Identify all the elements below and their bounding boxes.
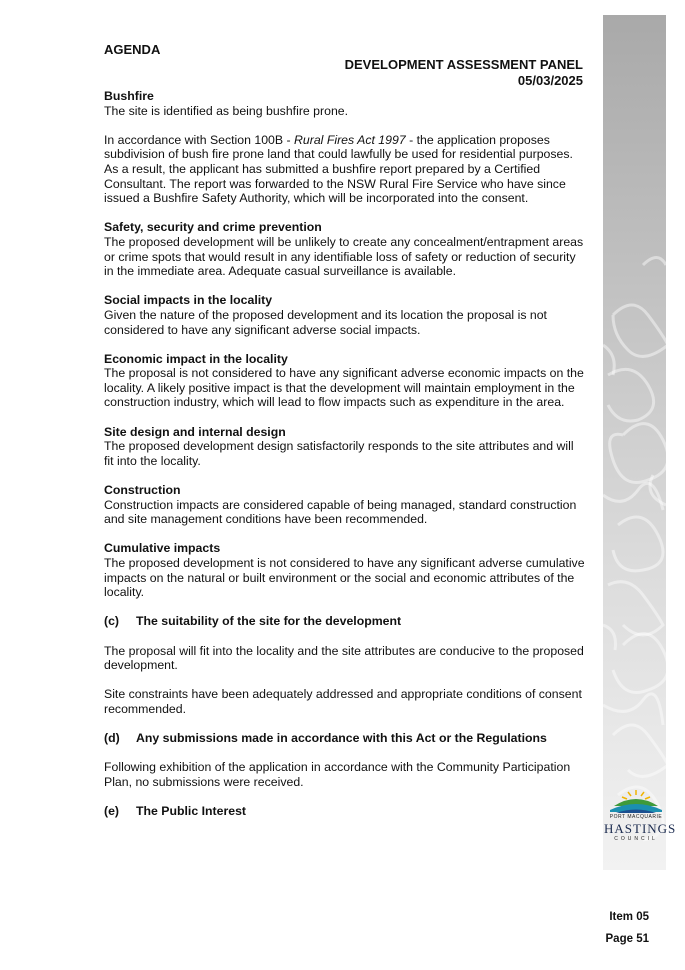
heading-label: (d): [104, 731, 120, 746]
logo-text-council: COUNCIL: [614, 836, 658, 842]
heading-d: [104, 731, 586, 746]
section-safety: [104, 220, 586, 278]
text-run: - the application proposes subdivision of bush fire prone land that could lawfully be used for residential purposes. As a result, the applicant has submitted a bushfire report prepared by a Certified Consultant. The report was forwarded to the NSW Rural Fire Service who have since issued a Bushfire Safety Authority, which will be incorporated into the consent.: [104, 132, 573, 206]
meeting-date: 05/03/2025: [517, 73, 583, 88]
section-heading: Construction: [104, 483, 181, 498]
heading-title: The suitability of the site for the development: [136, 614, 402, 629]
heading-label: (e): [104, 804, 120, 819]
paragraph: The proposed development design satisfactorily responds to the site attributes and will fit into the locality.: [104, 439, 574, 468]
panel-title: DEVELOPMENT ASSESSMENT PANEL: [344, 57, 583, 72]
paragraph: The proposal is not considered to have any significant adverse economic impacts on the locality. A likely positive impact is that the development will maintain employment in the construction industry, which will lead to flow impacts such as expenditure in the area.: [104, 366, 584, 410]
paragraph-bushfire-detail: [104, 133, 586, 206]
heading-e: [104, 804, 586, 819]
section-economic: [104, 352, 586, 410]
item-number: Item 05: [609, 911, 649, 923]
page-number: Page 51: [605, 933, 649, 945]
section-heading: Social impacts in the locality: [104, 293, 273, 308]
section-bushfire: [104, 89, 586, 206]
sun-hills-icon: [606, 788, 666, 814]
paragraph: Construction impacts are considered capable of being managed, standard construction and site management conditions have been recommended.: [104, 497, 577, 527]
section-heading: Site design and internal design: [104, 424, 286, 439]
paragraph: The site is identified as being bushfire prone.: [104, 103, 349, 118]
section-heading: Bushfire: [104, 89, 154, 103]
section-c-body: [104, 644, 586, 717]
heading-label: (c): [104, 614, 120, 629]
heading-title: The Public Interest: [136, 804, 247, 819]
paragraph: Site constraints have been adequately addressed and appropriate conditions of consent recommended.: [104, 687, 582, 716]
paragraph: Following exhibition of the application in accordance with the Community Participation Plan, no submissions were received.: [104, 760, 571, 789]
section-construction: [104, 483, 586, 527]
heading-title: Any submissions made in accordance with this Act or the Regulations: [136, 731, 547, 746]
section-d-body: [104, 760, 586, 789]
act-title: Rural Fires Act 1997: [294, 132, 406, 147]
section-cumulative: [104, 541, 586, 599]
paragraph: Given the nature of the proposed development and its location the proposal is not considered to have any significant adverse social impacts.: [104, 307, 547, 337]
paragraph: The proposed development is not considered to have any significant adverse cumulative impacts on the natural or built environment or the social and economic attributes of the locality.: [104, 556, 585, 600]
decorative-sidebar: [603, 15, 677, 870]
agenda-title: AGENDA: [104, 42, 161, 57]
document-header: [345, 57, 583, 89]
section-heading: Cumulative impacts: [104, 541, 221, 556]
section-heading: Safety, security and crime prevention: [104, 220, 322, 235]
section-heading: Economic impact in the locality: [104, 351, 288, 366]
document-body: [104, 89, 586, 833]
section-site-design: [104, 425, 586, 469]
swirl-pattern-icon: [603, 15, 677, 870]
paragraph: The proposal will fit into the locality and the site attributes are conducive to the proposed development.: [104, 643, 584, 673]
logo-text-small: PORT MACQUARIE: [609, 814, 663, 820]
logo-text-big: HASTINGS: [604, 821, 677, 836]
paragraph: The proposed development will be unlikely to create any concealment/entrapment areas or crime spots that would result in any identifiable loss of safety or reduction of security in the immediate area. Adequate casual surveillance is available.: [104, 234, 584, 279]
section-social: [104, 293, 586, 337]
text-run: In accordance with Section 100B -: [104, 132, 295, 147]
heading-c: [104, 614, 586, 629]
